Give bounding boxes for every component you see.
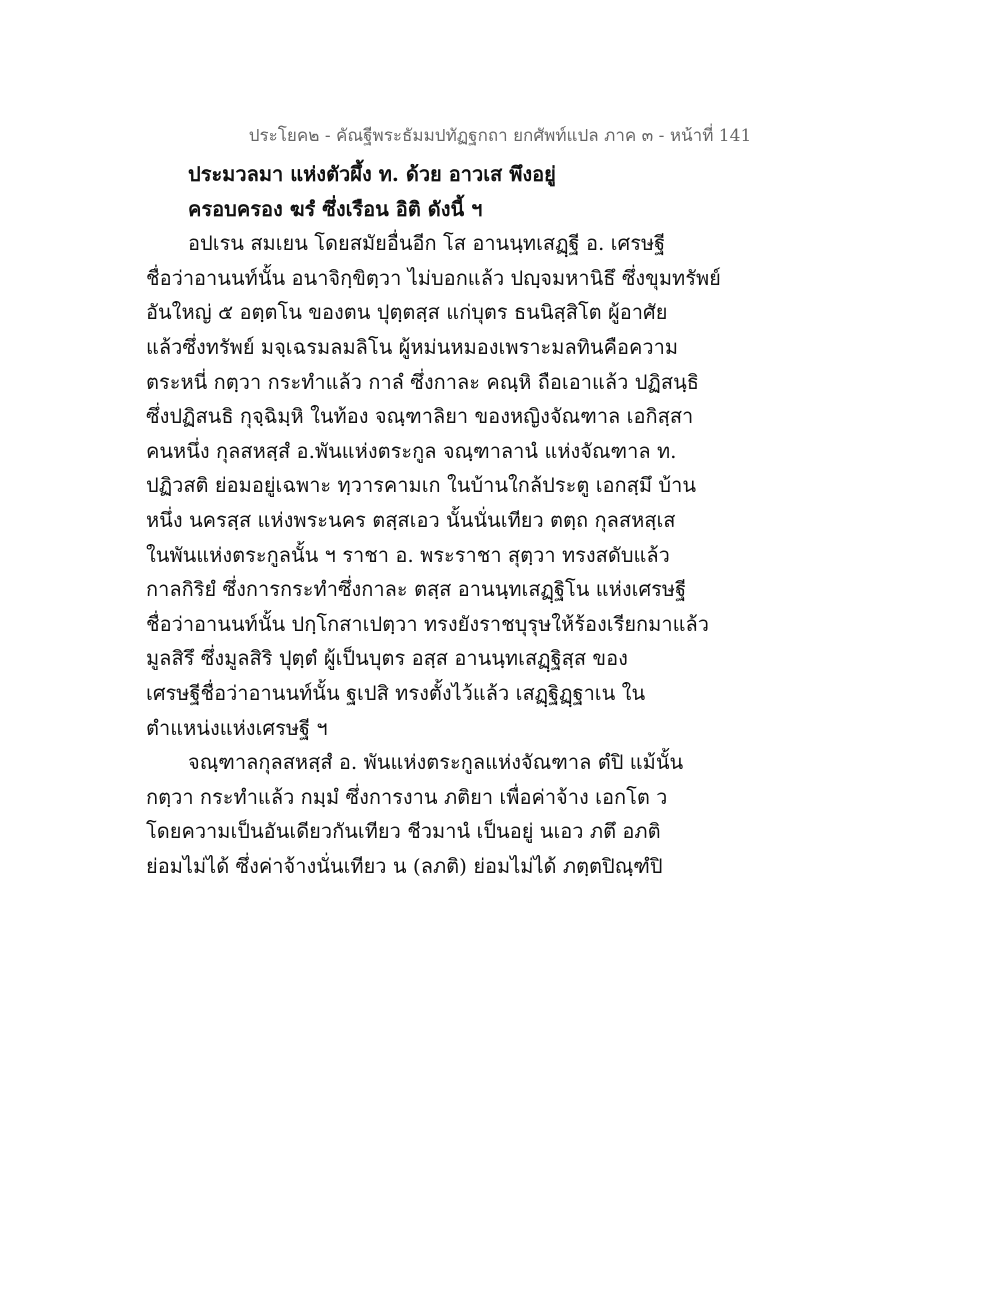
text-line: โดยความเป็นอันเดียวกันเทียว ชีวมานํ เป็นอยู่ นเอว ภตึ อภติ <box>146 819 661 844</box>
page-header: ประโยค๒ - คัณฐีพระธัมมปทัฏฐกถา ยกศัพท์แปล ภาค ๓ - หน้าที่ 141 <box>248 126 752 146</box>
text-line: ซึ่งปฏิสนธิ กุจฺฉิมฺหิ ในท้อง จณฺฑาลิยา ของหญิงจัณฑาล เอกิสฺสา <box>146 404 694 429</box>
text-line: ย่อมไม่ได้ ซึ่งค่าจ้างนั่นเทียว น (ลภติ) ย่อมไม่ได้ ภตฺตปิณฺฑํปิ <box>146 853 663 878</box>
text-line: หนึ่ง นครสฺส แห่งพระนคร ตสฺสเอว นั้นนั่นเทียว ตตฺถ กุลสหสฺเส <box>146 507 676 532</box>
text-line: มูลสิรึ ซึ่งมูลสิริ ปุตฺตํ ผู้เป็นบุตร อสฺส อานนฺทเสฏฺฐิสฺส ของ <box>146 646 628 671</box>
text-line: แล้วซึ่งทรัพย์ มจฺเฉรมลมลิโน ผู้หม่นหมองเพราะมลทินคือความ <box>146 334 679 359</box>
text-line: ชื่อว่าอานนท์นั้น ปกฺโกสาเปตฺวา ทรงยังราชบุรุษให้ร้องเรียกมาแล้ว <box>146 611 709 636</box>
text-line: ในพันแห่งตระกูลนั้น ฯ ราชา อ. พระราชา สุตฺวา ทรงสดับแล้ว <box>146 542 670 567</box>
text-line: ครอบครอง ฆรํ ซึ่งเรือน อิติ ดังนี้ ฯ <box>188 196 483 221</box>
text-line: คนหนึ่ง กุลสหสฺสํ อ.พันแห่งตระกูล จณฺฑาลานํ แห่งจัณฑาล ท. <box>146 438 677 463</box>
text-line: อปเรน สมเยน โดยสมัยอื่นอีก โส อานนฺทเสฏฺฐี อ. เศรษฐี <box>188 231 666 256</box>
text-line: ชื่อว่าอานนท์นั้น อนาจิกฺขิตฺวา ไม่บอกแล้ว ปญฺจมหานิธึ ซึ่งขุมทรัพย์ <box>146 265 721 290</box>
text-line: ตำแหน่งแห่งเศรษฐี ฯ <box>146 715 328 740</box>
text-line: กาลกิริยํ ซึ่งการกระทำซึ่งกาละ ตสฺส อานนฺทเสฏฺฐิโน แห่งเศรษฐี <box>146 577 687 602</box>
text-line: เศรษฐีชื่อว่าอานนท์นั้น ฐเปสิ ทรงตั้งไว้แล้ว เสฏฺฐิฏฺฐาเน ใน <box>146 680 646 705</box>
text-line: ตระหนี่ กตฺวา กระทำแล้ว กาลํ ซึ่งกาละ คณฺหิ ถือเอาแล้ว ปฏิสนฺธิ <box>146 369 699 394</box>
text-line: อันใหญ่ ๕ อตฺตโน ของตน ปุตฺตสฺส แก่บุตร ธนนิสฺสิโต ผู้อาศัย <box>146 300 668 325</box>
text-line: ประมวลมา แห่งตัวผึ้ง ท. ด้วย อาวเส พึงอยู่ <box>188 162 556 186</box>
text-line: ปฏิวสติ ย่อมอยู่เฉพาะ ทฺวารคามเก ในบ้านใกล้ประตู เอกสฺมึ บ้าน <box>146 473 696 498</box>
body-text <box>146 157 866 883</box>
text-line: กตฺวา กระทำแล้ว กมฺมํ ซึ่งการงาน ภติยา เพื่อค่าจ้าง เอกโต ว <box>146 784 668 809</box>
text-line: จณฺฑาลกุลสหสฺสํ อ. พันแห่งตระกูลแห่งจัณฑาล ตํปิ แม้นั้น <box>188 750 684 775</box>
